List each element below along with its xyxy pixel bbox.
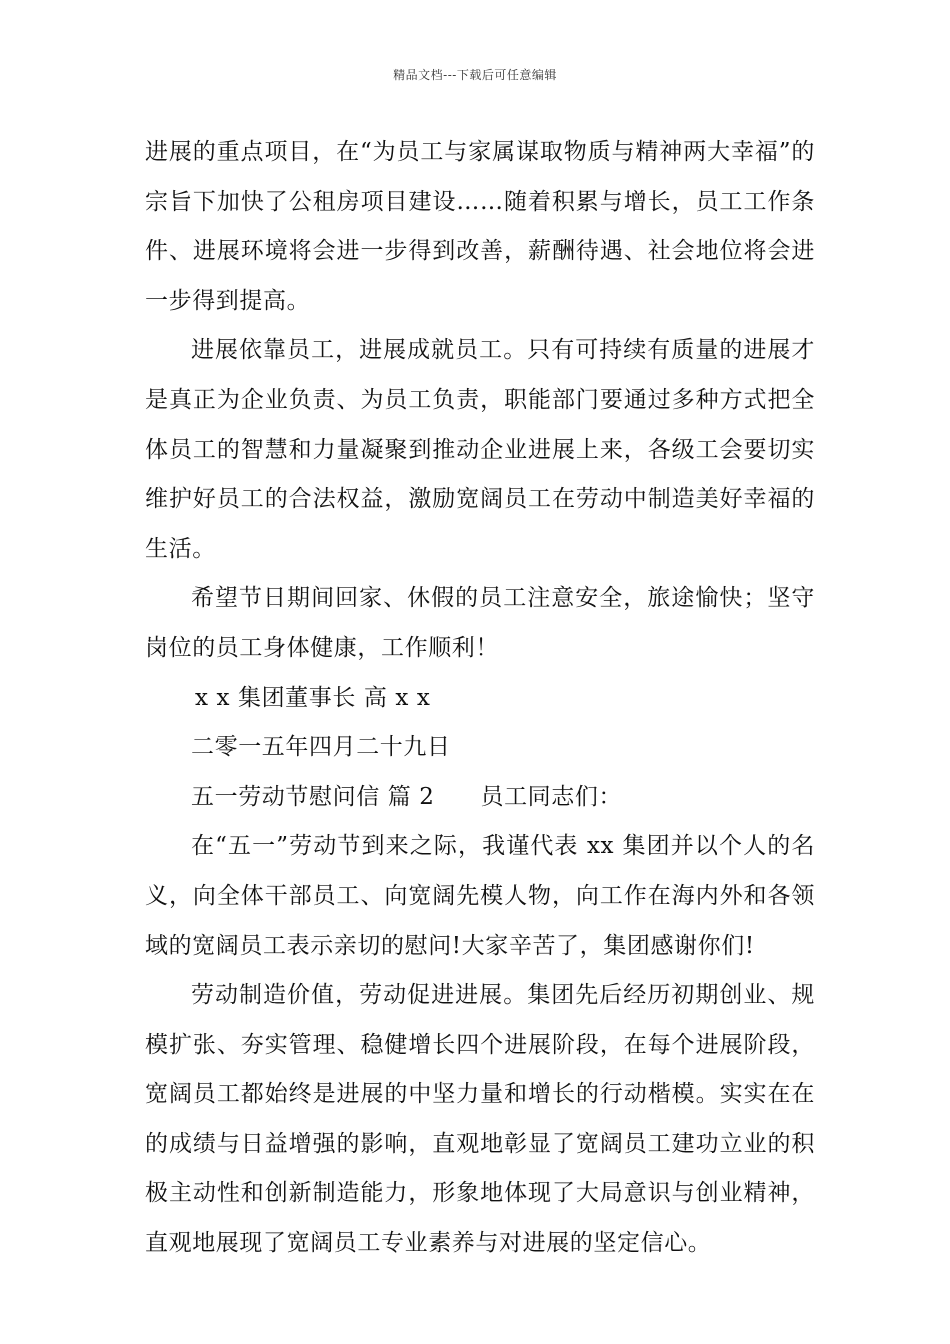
signature-name: x x 集团董事长 高 x x bbox=[195, 684, 431, 711]
signature-date: 二零一五年四月二十九日 bbox=[191, 734, 451, 761]
section2-heading-line bbox=[145, 773, 815, 823]
section2-title: 五一劳动节慰问信 篇 2 bbox=[191, 783, 435, 810]
document-body bbox=[145, 128, 815, 1269]
paragraph-development: 进展依靠员工，进展成就员工。只有可持续有质量的进展才是真正为企业负责、为员工负责，职能部门要通过多种方式把全体员工的智慧和力量凝聚到推动企业进展上来，各级工会要切实维护好员工的合法权益，激励宽阔员工在劳动中制造美好幸福的生活。 bbox=[145, 337, 815, 562]
paragraph-holiday-wishes: 希望节日期间回家、休假的员工注意安全，旅途愉快；坚守岗位的员工身体健康，工作顺利！ bbox=[145, 585, 815, 661]
paragraph-continued: 进展的重点项目，在“为员工与家属谋取物质与精神两大幸福”的宗旨下加快了公租房项目建设……随着积累与增长，员工工作条件、进展环境将会进一步得到改善，薪酬待遇、社会地位将会进一步得到提高。 bbox=[145, 139, 815, 314]
paragraph-greetings: 在“五一”劳动节到来之际，我谨代表 xx 集团并以个人的名义，向全体干部员工、向宽阔先模人物，向工作在海内外和各领域的宽阔员工表示亲切的慰问!大家辛苦了，集团感谢你们! bbox=[145, 833, 815, 959]
page-header: 精品文档---下载后可任意编辑 bbox=[393, 68, 557, 82]
section2-greeting: 员工同志们： bbox=[480, 783, 623, 810]
paragraph-labor-value: 劳动制造价值，劳动促进进展。集团先后经历初期创业、规模扩张、夯实管理、稳健增长四个进展阶段，在每个进展阶段，宽阔员工都始终是进展的中坚力量和增长的行动楷模。实实在在的成绩与日益增强的影响，直观地彰显了宽阔员工建功立业的积极主动性和创新制造能力，形象地体现了大局意识与创业精神，直观地展现了宽阔员工专业素养与对进展的坚定信心。 bbox=[145, 982, 815, 1257]
